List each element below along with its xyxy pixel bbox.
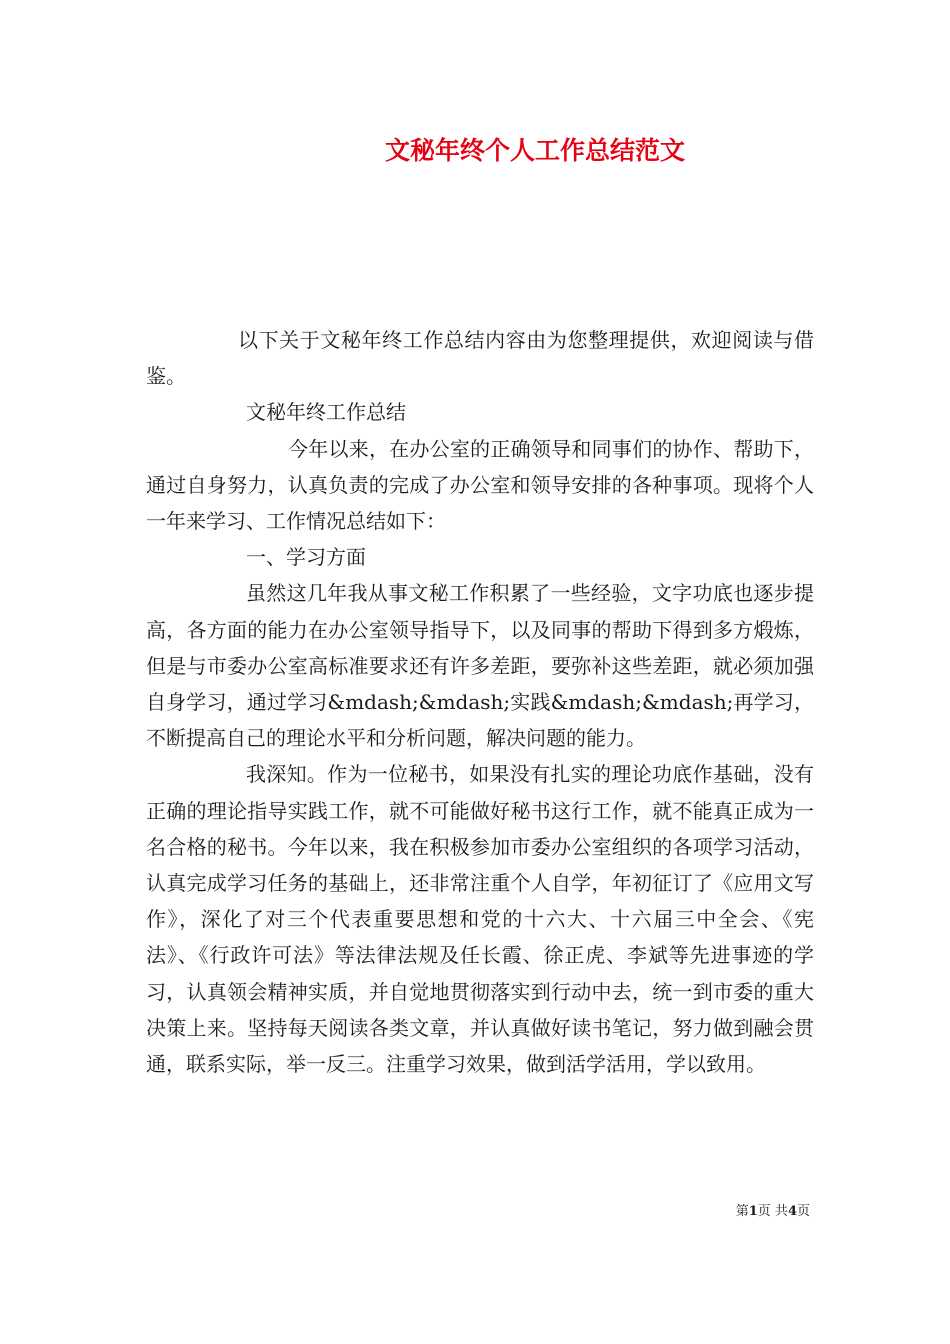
- footer-middle: 页 共: [757, 1204, 788, 1219]
- paragraph: 以下关于文秘年终工作总结内容由为您整理提供，欢迎阅读与借鉴。: [146, 328, 814, 389]
- document-title: 文秘年终个人工作总结范文: [384, 136, 685, 165]
- footer-suffix: 页: [796, 1204, 810, 1219]
- paragraph: 虽然这几年我从事文秘工作积累了一些经验，文字功底也逐步提高，各方面的能力在办公室领导指导下，以及同事的帮助下得到多方煅炼，但是与市委办公室高标准要求还有许多差距，要弥补这些差距，就必须加强自身学习，通过学习&mdash;&mdash;实践&mdash;&mdash;再学习，不断提高自己的理论水平和分析问题，解决问题的能力。: [146, 581, 814, 751]
- paragraph: 我深知。作为一位秘书，如果没有扎实的理论功底作基础，没有正确的理论指导实践工作，就不可能做好秘书这行工作，就不能真正成为一名合格的秘书。今年以来，我在积极参加市委办公室组织的各项学习活动，认真完成学习任务的基础上，还非常注重个人自学，年初征订了《应用文写作》，深化了对三个代表重要思想和党的十六大、十六届三中全会、《宪法》、《行政许可法》等法律法规及任长霞、徐正虎、李斌等先进事迹的学习，认真领会精神实质，并自觉地贯彻落实到行动中去，统一到市委的重大决策上来。坚持每天阅读各类文章，并认真做好读书笔记，努力做到融会贯通，联系实际，举一反三。注重学习效果，做到活学活用，学以致用。: [146, 762, 814, 1077]
- document-body: [146, 322, 814, 1082]
- footer-page-number: 1: [748, 1204, 758, 1219]
- paragraph: 今年以来，在办公室的正确领导和同事们的协作、帮助下，通过自身努力，认真负责的完成了办公室和领导安排的各种事项。现将个人一年来学习、工作情况总结如下：: [146, 436, 814, 534]
- page-footer: [0, 1202, 810, 1222]
- footer-total-pages: 4: [787, 1204, 797, 1219]
- footer-prefix: 第: [735, 1204, 749, 1219]
- paragraph: 文秘年终工作总结: [246, 400, 406, 425]
- paragraph: 一、学习方面: [246, 545, 366, 570]
